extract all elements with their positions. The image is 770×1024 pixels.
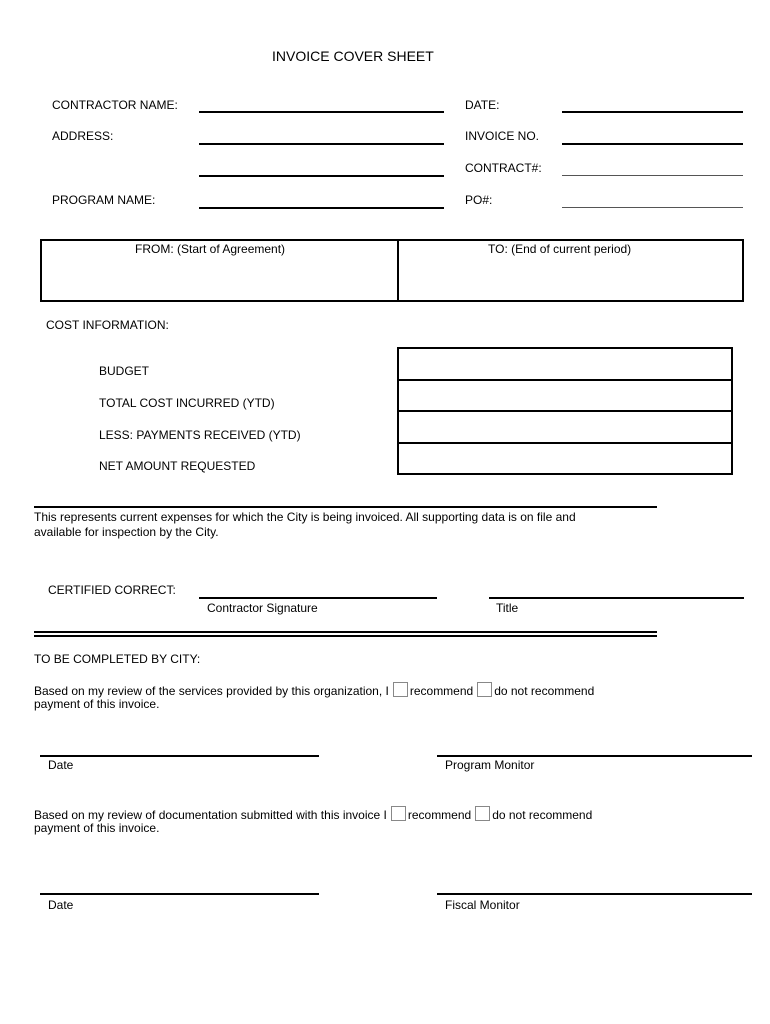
- recommend-checkbox-2[interactable]: [391, 806, 406, 821]
- do-not-recommend-checkbox-2[interactable]: [475, 806, 490, 821]
- po-number-label: PO#:: [465, 193, 493, 207]
- payments-received-label: LESS: PAYMENTS RECEIVED (YTD): [99, 428, 301, 442]
- po-number-field[interactable]: [562, 207, 743, 208]
- review-1-line-2: payment of this invoice.: [34, 697, 160, 711]
- cost-information-heading: COST INFORMATION:: [46, 318, 169, 332]
- fiscal-monitor-caption: Fiscal Monitor: [445, 898, 520, 912]
- address-field-line-1[interactable]: [199, 143, 444, 145]
- do-not-recommend-checkbox-1[interactable]: [477, 682, 492, 697]
- program-monitor-signature-field[interactable]: [437, 755, 752, 757]
- statement-line-1: This represents current expenses for which the City is being invoiced. All supporting data is on file and: [34, 510, 576, 524]
- do-not-recommend-label: do not recommend: [492, 808, 593, 822]
- from-label: FROM: (Start of Agreement): [135, 242, 286, 256]
- review-1-line-1: [34, 682, 594, 698]
- date-caption: Date: [48, 758, 74, 772]
- review-1-text: Based on my review of the services provided by this organization, I: [34, 684, 389, 698]
- cost-row-divider: [397, 379, 733, 381]
- budget-label: BUDGET: [99, 364, 150, 378]
- contractor-signature-field[interactable]: [199, 597, 437, 599]
- total-cost-label: TOTAL COST INCURRED (YTD): [99, 396, 275, 410]
- contract-number-label: CONTRACT#:: [465, 161, 542, 175]
- do-not-recommend-label: do not recommend: [494, 684, 595, 698]
- program-monitor-caption: Program Monitor: [445, 758, 535, 772]
- recommend-checkbox-1[interactable]: [393, 682, 408, 697]
- double-rule-bottom: [34, 635, 657, 637]
- page-title: INVOICE COVER SHEET: [272, 48, 434, 64]
- cost-row-divider: [397, 410, 733, 412]
- fiscal-date-field[interactable]: [40, 893, 319, 895]
- to-date-field[interactable]: [401, 258, 740, 298]
- recommend-label: recommend: [409, 684, 474, 698]
- fiscal-monitor-signature-field[interactable]: [437, 893, 752, 895]
- statement-text: [34, 510, 576, 540]
- contractor-name-field[interactable]: [199, 111, 444, 113]
- cost-row-divider: [397, 442, 733, 444]
- city-section-heading: TO BE COMPLETED BY CITY:: [34, 652, 201, 666]
- statement-line-2: available for inspection by the City.: [34, 525, 219, 539]
- section-divider: [34, 506, 657, 508]
- contractor-signature-caption: Contractor Signature: [207, 601, 318, 615]
- program-date-field[interactable]: [40, 755, 319, 757]
- recommend-label: recommend: [407, 808, 472, 822]
- net-amount-label: NET AMOUNT REQUESTED: [99, 459, 256, 473]
- contract-number-field[interactable]: [562, 175, 743, 176]
- invoice-no-label: INVOICE NO.: [465, 129, 540, 143]
- date-field[interactable]: [562, 111, 743, 113]
- total-cost-amount-field[interactable]: [400, 382, 730, 409]
- address-field-line-2[interactable]: [199, 175, 444, 177]
- contractor-name-label: CONTRACTOR NAME:: [52, 98, 178, 112]
- budget-amount-field[interactable]: [400, 350, 730, 378]
- review-2-text: Based on my review of documentation submitted with this invoice I: [34, 808, 387, 822]
- program-name-field[interactable]: [199, 207, 444, 209]
- review-2-line-2: payment of this invoice.: [34, 821, 160, 835]
- period-divider: [397, 239, 399, 302]
- double-rule-top: [34, 631, 657, 633]
- review-2-line-1: [34, 806, 592, 822]
- payments-received-amount-field[interactable]: [400, 413, 730, 441]
- to-label: TO: (End of current period): [488, 242, 632, 256]
- net-amount-field[interactable]: [400, 445, 730, 472]
- program-name-label: PROGRAM NAME:: [52, 193, 156, 207]
- title-caption: Title: [496, 601, 519, 615]
- certified-correct-label: CERTIFIED CORRECT:: [48, 583, 176, 597]
- date-label: DATE:: [465, 98, 500, 112]
- invoice-no-field[interactable]: [562, 143, 743, 145]
- from-date-field[interactable]: [44, 258, 394, 298]
- address-label: ADDRESS:: [52, 129, 114, 143]
- date-caption: Date: [48, 898, 74, 912]
- title-field[interactable]: [489, 597, 744, 599]
